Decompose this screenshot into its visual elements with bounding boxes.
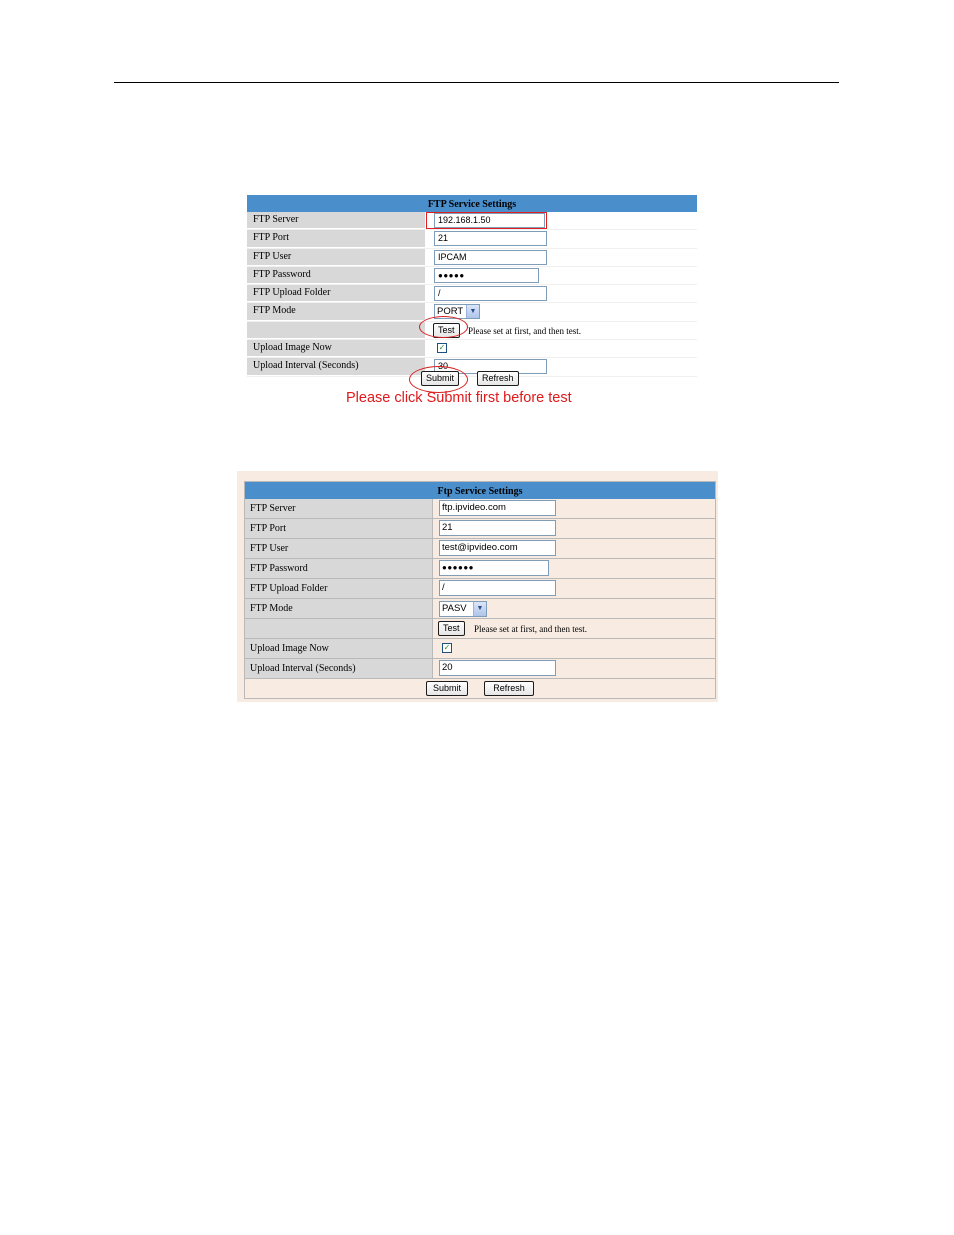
upload-interval-label: Upload Interval (Seconds) <box>247 358 425 374</box>
ftp-server-input[interactable]: 192.168.1.50 <box>434 213 545 228</box>
ftp-upload-folder-input[interactable]: / <box>434 286 547 301</box>
ftp-mode-select[interactable] <box>439 601 487 617</box>
refresh-button[interactable]: Refresh <box>484 681 534 696</box>
panel-title: Ftp Service Settings <box>245 482 715 499</box>
ftp-password-input[interactable]: ●●●●● <box>434 268 539 283</box>
header-rule <box>114 82 839 83</box>
ftp-port-label: FTP Port <box>245 519 433 538</box>
row-ftp-upload-folder <box>245 579 715 599</box>
ftp-mode-value: PASV <box>442 603 467 614</box>
test-row-label <box>247 322 425 338</box>
test-note: Please set at first, and then test. <box>474 624 587 634</box>
ftp-port-input[interactable]: 21 <box>439 520 556 536</box>
submit-button[interactable]: Submit <box>426 681 468 696</box>
row-ftp-password <box>245 559 715 579</box>
test-button[interactable]: Test <box>438 621 465 636</box>
submit-button[interactable]: Submit <box>421 371 459 386</box>
panel-title: FTP Service Settings <box>247 195 697 212</box>
row-ftp-upload-folder <box>247 285 697 303</box>
ftp-mode-value: PORT <box>437 306 464 318</box>
ftp-settings-panel-2 <box>244 481 716 699</box>
row-ftp-password <box>247 267 697 285</box>
test-highlight-ellipse <box>419 316 468 338</box>
row-actions <box>245 679 715 698</box>
ftp-user-label: FTP User <box>245 539 433 558</box>
submit-first-note: Please click Submit first before test <box>346 390 572 406</box>
ftp-password-label: FTP Password <box>245 559 433 578</box>
row-ftp-server <box>245 499 715 519</box>
ftp-server-label: FTP Server <box>247 212 425 228</box>
ftp-server-label: FTP Server <box>245 499 433 518</box>
ftp-upload-folder-label: FTP Upload Folder <box>245 579 433 598</box>
row-ftp-port <box>245 519 715 539</box>
upload-interval-label: Upload Interval (Seconds) <box>245 659 433 678</box>
row-upload-image-now <box>245 639 715 659</box>
row-ftp-port <box>247 230 697 248</box>
row-ftp-mode <box>247 303 697 321</box>
upload-image-now-label: Upload Image Now <box>247 340 425 356</box>
upload-image-now-checkbox[interactable]: ✓ <box>443 643 451 652</box>
server-highlight-box <box>426 212 547 229</box>
row-test <box>247 322 697 340</box>
ftp-user-input[interactable]: test@ipvideo.com <box>439 540 556 556</box>
ftp-upload-folder-label: FTP Upload Folder <box>247 285 425 301</box>
row-test <box>245 619 715 639</box>
refresh-button[interactable]: Refresh <box>477 371 519 386</box>
row-ftp-user <box>247 249 697 267</box>
chevron-down-icon: ▼ <box>466 305 479 318</box>
test-row-label <box>245 619 433 638</box>
ftp-mode-label: FTP Mode <box>245 599 433 618</box>
test-button[interactable]: Test <box>433 323 460 338</box>
submit-highlight-ellipse <box>409 366 468 393</box>
row-ftp-user <box>245 539 715 559</box>
row-upload-image-now <box>247 340 697 358</box>
upload-image-now-checkbox[interactable]: ✓ <box>438 343 446 353</box>
row-upload-interval <box>247 358 697 376</box>
upload-image-now-label: Upload Image Now <box>245 639 433 658</box>
ftp-port-label: FTP Port <box>247 230 425 246</box>
ftp-port-input[interactable]: 21 <box>434 231 547 246</box>
ftp-mode-label: FTP Mode <box>247 303 425 319</box>
upload-interval-input[interactable]: 30 <box>434 359 547 374</box>
upload-interval-input[interactable]: 20 <box>439 660 556 676</box>
test-note: Please set at first, and then test. <box>468 325 581 336</box>
row-ftp-mode <box>245 599 715 619</box>
chevron-down-icon: ▼ <box>473 602 486 616</box>
row-upload-interval <box>245 659 715 679</box>
ftp-user-label: FTP User <box>247 249 425 265</box>
ftp-upload-folder-input[interactable]: / <box>439 580 556 596</box>
ftp-password-label: FTP Password <box>247 267 425 283</box>
ftp-password-input[interactable]: ●●●●●● <box>439 560 549 576</box>
ftp-server-input[interactable]: ftp.ipvideo.com <box>439 500 556 516</box>
ftp-user-input[interactable]: IPCAM <box>434 250 547 265</box>
